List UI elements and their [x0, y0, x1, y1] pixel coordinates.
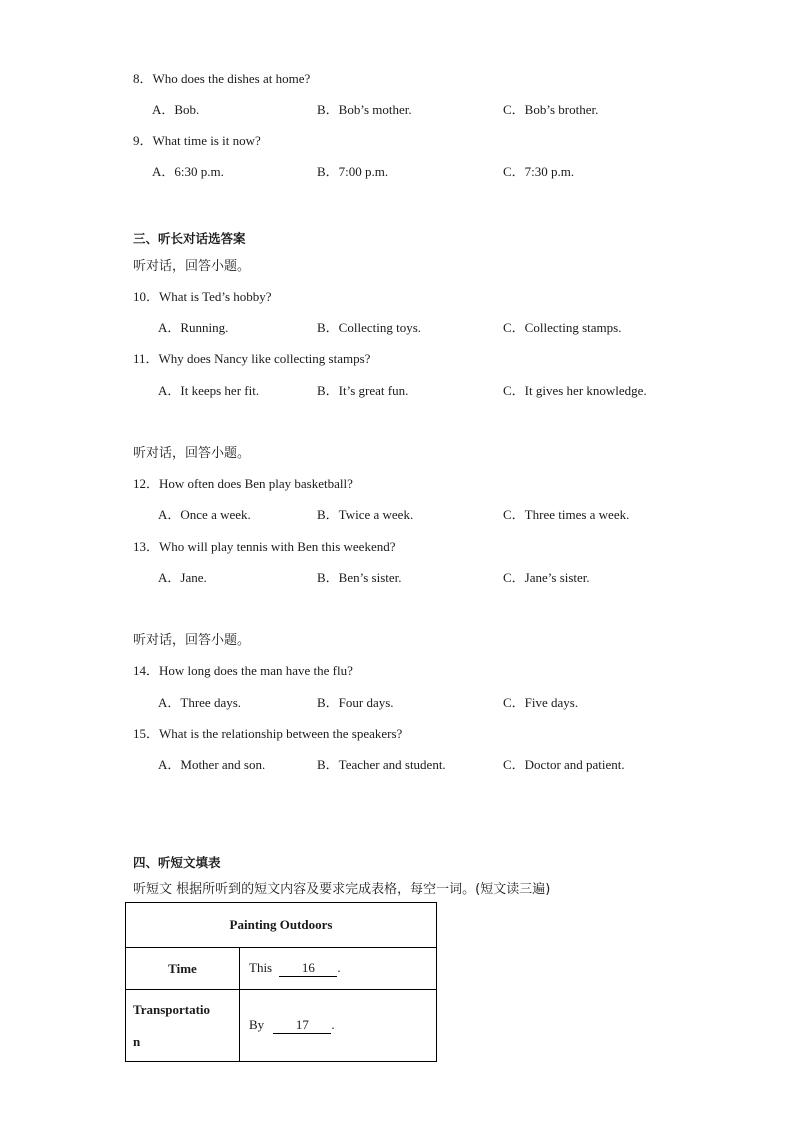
question-13: 13．Who will play tennis with Ben this weekend? [133, 539, 396, 554]
row-value-time [240, 948, 437, 990]
options-15 [0, 754, 794, 772]
option-b[interactable]: B．Bob’s mother. [317, 102, 412, 117]
option-b[interactable]: B．Teacher and student. [317, 757, 446, 772]
question-12: 12．How often does Ben play basketball? [133, 476, 353, 491]
option-c[interactable]: C．Three times a week. [503, 507, 630, 522]
option-a[interactable]: A．Running. [158, 320, 229, 335]
option-c[interactable]: C．Bob’s brother. [503, 102, 599, 117]
option-b[interactable]: B．Four days. [317, 695, 394, 710]
label-line-2: n [133, 1033, 141, 1049]
question-9: 9．What time is it now? [133, 133, 261, 148]
option-c[interactable]: C．Collecting stamps. [503, 320, 622, 335]
option-c[interactable]: C．7:30 p.m. [503, 164, 575, 179]
question-8: 8．Who does the dishes at home? [133, 71, 311, 86]
option-b[interactable]: B．Twice a week. [317, 507, 414, 522]
option-b[interactable]: B．It’s great fun. [317, 383, 409, 398]
row-value-transportation [240, 990, 437, 1062]
table-title: Painting Outdoors [126, 903, 437, 948]
options-13 [0, 567, 794, 585]
options-10 [0, 317, 794, 335]
question-10: 10．What is Ted’s hobby? [133, 289, 272, 304]
question-15: 15．What is the relationship between the speakers? [133, 726, 403, 741]
options-11 [0, 380, 794, 398]
option-a[interactable]: A．It keeps her fit. [158, 383, 260, 398]
option-a[interactable]: A．Bob. [152, 102, 200, 117]
section-4-title: 四、听短文填表 [133, 855, 221, 870]
question-14: 14．How long does the man have the flu? [133, 663, 353, 678]
row-label-transportation [126, 990, 240, 1062]
option-b[interactable]: B．Collecting toys. [317, 320, 422, 335]
option-a[interactable]: A．Once a week. [158, 507, 251, 522]
dialogue-instruction-3: 听对话，回答小题。 [133, 633, 251, 648]
options-14 [0, 692, 794, 710]
question-11: 11．Why does Nancy like collecting stamps? [133, 351, 371, 366]
option-a[interactable]: A．Mother and son. [158, 757, 266, 772]
blank-16[interactable]: 16 [279, 960, 337, 977]
section-4-instruction: 听短文 根据所听到的短文内容及要求完成表格，每空一词。(短文读三遍) [133, 882, 551, 897]
table-row-time [126, 948, 437, 990]
options-8 [0, 99, 794, 117]
options-9 [0, 161, 794, 179]
option-c[interactable]: C．Jane’s sister. [503, 570, 590, 585]
fill-in-table [125, 902, 437, 1062]
option-b[interactable]: B．7:00 p.m. [317, 164, 389, 179]
dialogue-instruction-2: 听对话，回答小题。 [133, 446, 251, 461]
transport-prefix: By [249, 1017, 265, 1032]
option-c[interactable]: C．Doctor and patient. [503, 757, 625, 772]
time-suffix: . [337, 960, 341, 975]
label-line-1: Transportatio [133, 1001, 211, 1017]
section-3-title: 三、听长对话选答案 [133, 231, 246, 246]
option-a[interactable]: A．Jane. [158, 570, 207, 585]
option-a[interactable]: A．Three days. [158, 695, 242, 710]
options-12 [0, 504, 794, 522]
option-a[interactable]: A．6:30 p.m. [152, 164, 224, 179]
blank-17[interactable]: 17 [273, 1017, 331, 1034]
table-row-transportation [126, 990, 437, 1062]
section-3-instruction: 听对话，回答小题。 [133, 259, 251, 274]
option-c[interactable]: C．It gives her knowledge. [503, 383, 647, 398]
option-b[interactable]: B．Ben’s sister. [317, 570, 402, 585]
option-c[interactable]: C．Five days. [503, 695, 579, 710]
transport-suffix: . [331, 1017, 335, 1032]
row-label-time: Time [126, 948, 240, 990]
time-prefix: This [249, 960, 273, 975]
